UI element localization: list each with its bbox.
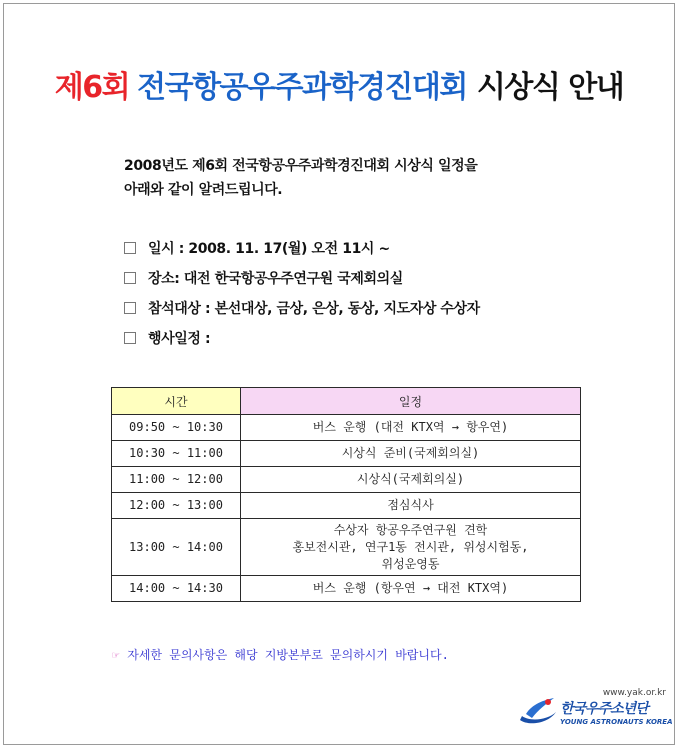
info-item-label: 참석대상 : 본선대상, 금상, 은상, 동상, 지도자상 수상자	[148, 301, 480, 317]
event-line: 점심식사	[387, 498, 434, 512]
info-item-label: 행사일정 :	[148, 331, 211, 347]
time-cell: 11:00 ~ 12:00	[112, 467, 241, 493]
event-line: 버스 운행 (대전 KTX역 → 항우연)	[312, 420, 509, 434]
info-item-place	[124, 268, 480, 298]
time-cell: 10:30 ~ 11:00	[112, 441, 241, 467]
info-item-program	[124, 328, 480, 358]
table-row	[112, 441, 581, 467]
title-edition: 제6회	[54, 70, 130, 105]
pointing-hand-icon: ☞	[112, 648, 120, 662]
intro-line-1: 2008년도 제6회 전국항공우주과학경진대회 시상식 일정을	[124, 158, 478, 174]
event-cell	[241, 493, 581, 519]
organization-logo[interactable]	[518, 688, 673, 732]
rocket-orbit-icon	[518, 696, 558, 730]
event-line: 위성운영동	[381, 556, 440, 571]
time-cell: 12:00 ~ 13:00	[112, 493, 241, 519]
page-title	[4, 62, 674, 106]
website-url[interactable]: www.yak.or.kr	[602, 688, 666, 698]
info-item-label: 일시 : 2008. 11. 17(월) 오전 11시 ~	[148, 241, 390, 257]
event-line: 버스 운행 (항우연 → 대전 KTX역)	[312, 581, 509, 595]
note-text: 자세한 문의사항은 해당 지방본부로 문의하시기 바랍니다.	[127, 648, 449, 662]
column-header-time: 시간	[112, 388, 241, 415]
table-row	[112, 467, 581, 493]
table-row	[112, 519, 581, 576]
time-cell: 14:00 ~ 14:30	[112, 576, 241, 602]
time-cell: 13:00 ~ 14:00	[112, 519, 241, 576]
info-item-label: 장소: 대전 한국항공우주연구원 국제회의실	[148, 271, 403, 287]
event-line: 수상자 항공우주연구원 견학	[333, 522, 488, 537]
table-row	[112, 415, 581, 441]
title-ceremony: 시상식 안내	[476, 70, 624, 105]
intro-line-2: 아래와 같이 알려드립니다.	[124, 182, 283, 198]
event-cell	[241, 441, 581, 467]
title-event-name: 전국항공우주과학경진대회	[137, 70, 467, 105]
contact-note	[112, 646, 449, 663]
event-line: 홍보전시관, 연구1동 전시관, 위성시험동,	[292, 539, 529, 554]
checkbox-square-icon	[124, 302, 136, 314]
intro-text	[124, 154, 477, 202]
schedule-header-row	[112, 388, 581, 415]
info-item-attendees	[124, 298, 480, 328]
info-item-date	[124, 238, 480, 268]
event-line: 시상식(국제회의실)	[356, 472, 465, 486]
logo-name-english: YOUNG ASTRONAUTS KOREA	[560, 718, 673, 726]
event-cell	[241, 519, 581, 576]
table-row	[112, 493, 581, 519]
notice-frame	[3, 3, 675, 745]
info-list	[124, 238, 480, 358]
event-cell	[241, 467, 581, 493]
logo-name-korean: 한국우주소년단	[560, 701, 648, 717]
event-line: 시상식 준비(국제회의실)	[341, 446, 480, 460]
time-cell: 09:50 ~ 10:30	[112, 415, 241, 441]
checkbox-square-icon	[124, 332, 136, 344]
schedule-table	[111, 387, 581, 602]
table-row	[112, 576, 581, 602]
event-cell	[241, 576, 581, 602]
event-cell	[241, 415, 581, 441]
column-header-schedule: 일정	[241, 388, 581, 415]
checkbox-square-icon	[124, 272, 136, 284]
checkbox-square-icon	[124, 242, 136, 254]
